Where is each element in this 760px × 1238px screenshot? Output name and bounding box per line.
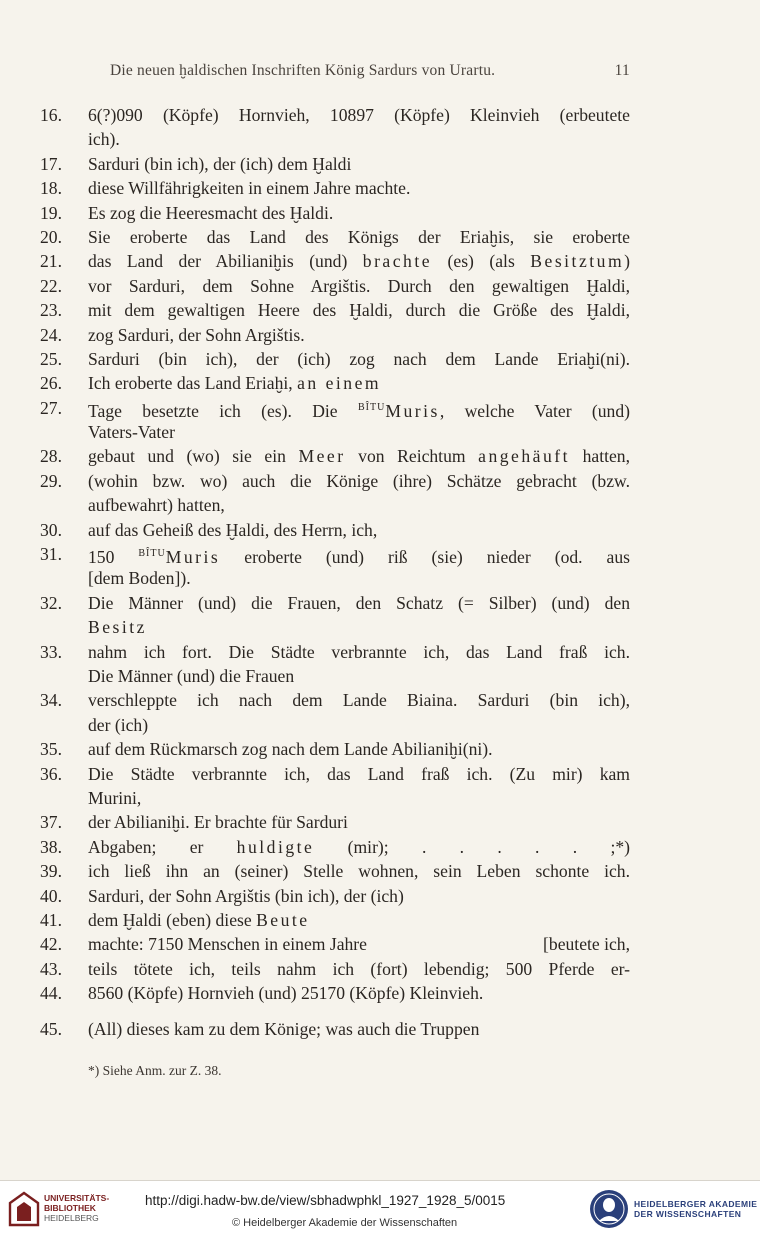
line-text: auf dem Rückmarsch zog nach dem Lande Abilianiḫi(ni). xyxy=(88,739,493,760)
permalink-url[interactable]: http://digi.hadw-bw.de/view/sbhadwphkl_1927_1928_5/0015 xyxy=(145,1193,506,1208)
text-line xyxy=(40,542,630,566)
line-text xyxy=(88,103,630,127)
text-line xyxy=(40,762,630,786)
line-number: 41. xyxy=(40,909,62,930)
line-text: zog Sarduri, der Sohn Argištis. xyxy=(88,324,305,345)
line-number: 22. xyxy=(40,275,62,296)
text-line xyxy=(40,884,630,908)
line-number: 42. xyxy=(40,934,62,955)
copyright-text: © Heidelberger Akademie der Wissenschaften xyxy=(232,1217,458,1229)
line-text-a: 150 xyxy=(88,546,139,567)
line-number: 29. xyxy=(40,470,62,491)
line-text-c: ) xyxy=(624,251,630,272)
line-text-sp2: Besitztum xyxy=(530,251,625,272)
line-text-sp: Beute xyxy=(256,909,310,930)
line-text: diese Willfährigkeiten in einem Jahre machte. xyxy=(88,178,411,199)
line-number: 16. xyxy=(40,105,62,125)
line-text xyxy=(88,201,630,225)
line-text: Sarduri (bin ich), der (ich) dem Ḫaldi xyxy=(88,153,352,174)
line-text-b: von Reichtum xyxy=(345,446,479,467)
line-text-a: dem Ḫaldi (eben) diese xyxy=(88,909,257,930)
header-title: Die neuen ḫaldischen Inschriften König Sardurs von Urartu. xyxy=(110,62,496,79)
text-line xyxy=(40,323,630,347)
line-text xyxy=(88,347,630,371)
line-text-right: [beutete ich, xyxy=(543,934,630,955)
line-number: 28. xyxy=(40,446,62,467)
page-number: 11 xyxy=(614,62,630,79)
line-text xyxy=(88,225,630,249)
line-text-a: Abgaben; er xyxy=(88,836,237,857)
line-number: 25. xyxy=(40,348,62,369)
academy-seal-icon[interactable] xyxy=(588,1187,630,1231)
line-text: [dem Boden]). xyxy=(88,568,191,589)
line-text: 6(?)090 (Köpfe) Hornvieh, 10897 (Köpfe) Kleinvieh (erbeutete xyxy=(88,105,630,125)
line-number: 17. xyxy=(40,153,62,174)
line-number: 24. xyxy=(40,324,62,345)
text-line xyxy=(40,688,630,712)
line-text-a: Tage besetzte ich (es). Die xyxy=(88,400,358,421)
line-text xyxy=(88,444,630,468)
line-number: 40. xyxy=(40,885,62,906)
text-line xyxy=(40,932,630,956)
line-number: 37. xyxy=(40,812,62,833)
academy-line-1: HEIDELBERGER AKADEMIE xyxy=(634,1199,758,1209)
academy-line-2: DER WISSENSCHAFTEN xyxy=(634,1209,742,1219)
text-line xyxy=(40,713,630,737)
text-line xyxy=(40,249,630,273)
footnote: *) Siehe Anm. zur Z. 38. xyxy=(88,1063,222,1078)
line-number: 26. xyxy=(40,373,62,394)
academy-name xyxy=(634,1199,757,1219)
line-number: 20. xyxy=(40,226,62,247)
line-number: 19. xyxy=(40,202,62,223)
line-text xyxy=(88,420,630,444)
text-line xyxy=(40,566,630,590)
line-text: verschleppte ich nach dem Lande Biaina. Sarduri (bin ich), xyxy=(88,690,630,711)
line-number: 35. xyxy=(40,739,62,760)
line-text xyxy=(88,615,630,639)
text-line xyxy=(40,493,630,517)
line-text: Die Männer (und) die Frauen, den Schatz (= Silber) (und) den xyxy=(88,592,630,613)
line-text xyxy=(88,249,630,273)
line-text xyxy=(88,688,630,712)
line-number: 43. xyxy=(40,958,62,979)
line-text: nahm ich fort. Die Städte verbrannte ich, das Land fraß ich. xyxy=(88,641,630,662)
line-text xyxy=(88,810,630,834)
line-text: (wohin bzw. wo) auch die Könige (ihre) Schätze gebracht (bzw. xyxy=(88,470,630,491)
line-text: Sarduri, der Sohn Argištis (bin ich), der (ich) xyxy=(88,885,404,906)
line-text: der Abilianiḫi. Er brachte für Sarduri xyxy=(88,812,348,833)
line-text-sp: brachte xyxy=(362,251,433,272)
line-text-sp: an einem xyxy=(297,373,382,394)
text-line xyxy=(40,981,630,1005)
text-line xyxy=(40,396,630,420)
line-text-a: das Land der Abilianiḫis (und) xyxy=(88,251,363,272)
line-text xyxy=(88,762,630,786)
text-line xyxy=(40,347,630,371)
line-text xyxy=(88,981,630,1005)
line-text xyxy=(88,835,630,859)
text-line xyxy=(40,591,630,615)
line-number: 18. xyxy=(40,178,62,199)
text-line xyxy=(40,298,630,322)
line-number: 36. xyxy=(40,763,62,784)
line-text: aufbewahrt) hatten, xyxy=(88,495,225,516)
line-text-a: Ich eroberte das Land Eriaḫi, xyxy=(88,373,298,394)
viewer-footer xyxy=(0,1180,760,1238)
line-number: 21. xyxy=(40,251,62,272)
line-text: 8560 (Köpfe) Hornvieh (und) 25170 (Köpfe) Kleinvieh. xyxy=(88,983,484,1004)
line-text xyxy=(88,591,630,615)
line-text-b: , welche Vater (und) xyxy=(439,400,631,421)
line-text xyxy=(88,737,630,761)
text-line xyxy=(40,640,630,664)
text-line xyxy=(40,152,630,176)
line-text xyxy=(88,859,630,883)
line-number: 27. xyxy=(40,397,62,418)
line-text-a: machte: 7150 Menschen in einem Jahre xyxy=(88,934,367,955)
line-number: 33. xyxy=(40,641,62,662)
line-sup: BÎTU xyxy=(357,401,386,413)
line-text xyxy=(88,371,630,395)
line-text-sp: Besitz xyxy=(88,617,147,638)
text-line xyxy=(40,786,630,810)
text-line xyxy=(40,176,630,200)
ub-line-1: UNIVERSITÄTS- xyxy=(44,1193,110,1203)
text-line xyxy=(40,810,630,834)
text-line xyxy=(40,664,630,688)
running-header xyxy=(110,62,630,80)
line-text: der (ich) xyxy=(88,714,149,735)
line-number: 38. xyxy=(40,836,62,857)
line-text: ich). xyxy=(88,129,120,150)
line-text: mit dem gewaltigen Heere des Ḫaldi, durch die Größe des Ḫaldi, xyxy=(88,300,630,321)
text-line xyxy=(40,737,630,761)
line-text xyxy=(88,908,630,932)
university-library-logo-icon[interactable] xyxy=(8,1191,40,1227)
line-text: Die Männer (und) die Frauen xyxy=(88,665,295,686)
line-text xyxy=(88,664,630,688)
line-text xyxy=(88,1017,630,1041)
line-text xyxy=(88,469,630,493)
line-text xyxy=(88,493,630,517)
line-text: Murini, xyxy=(88,787,142,808)
line-text: auf das Geheiß des Ḫaldi, des Herrn, ich, xyxy=(88,519,378,540)
line-text: ich ließ ihn an (seiner) Stelle wohnen, sein Leben schonte ich. xyxy=(88,861,630,882)
line-text: (All) dieses kam zu dem Könige; was auch die Truppen xyxy=(88,1019,480,1040)
line-number: 34. xyxy=(40,690,62,711)
line-text xyxy=(88,176,630,200)
university-library-name xyxy=(44,1193,109,1223)
line-text-c: hatten, xyxy=(570,446,630,467)
line-text xyxy=(88,396,630,423)
text-line xyxy=(40,127,630,151)
text-line xyxy=(40,1017,630,1041)
text-line xyxy=(40,420,630,444)
text-line xyxy=(40,103,630,127)
text-line xyxy=(40,371,630,395)
line-text-sp: Meer xyxy=(298,446,346,467)
line-text: vor Sarduri, dem Sohne Argištis. Durch den gewaltigen Ḫaldi, xyxy=(88,275,630,296)
text-line xyxy=(40,615,630,639)
line-text-sp: Muris xyxy=(385,400,440,421)
line-text xyxy=(88,542,630,569)
line-text xyxy=(88,640,630,664)
text-line xyxy=(40,225,630,249)
line-text xyxy=(88,884,630,908)
line-text-sp: huldigte xyxy=(236,836,315,857)
line-text-a: gebaut und (wo) sie ein xyxy=(88,446,299,467)
line-number: 30. xyxy=(40,519,62,540)
line-number: 45. xyxy=(40,1019,62,1040)
text-line xyxy=(40,469,630,493)
line-number: 31. xyxy=(40,544,62,565)
line-text-sp: Muris xyxy=(165,546,221,567)
line-number: 44. xyxy=(40,983,62,1004)
text-line xyxy=(40,444,630,468)
line-text xyxy=(88,566,630,590)
ub-line-3: HEIDELBERG xyxy=(44,1213,99,1223)
line-text xyxy=(88,274,630,298)
text-line xyxy=(40,274,630,298)
text-line xyxy=(40,859,630,883)
line-text xyxy=(88,152,630,176)
text-line xyxy=(40,957,630,981)
line-text-b: (es) (als xyxy=(432,251,531,272)
text-line xyxy=(40,835,630,859)
inscription-lines xyxy=(40,103,630,1042)
line-text xyxy=(88,127,630,151)
line-number: 23. xyxy=(40,300,62,321)
text-line xyxy=(40,908,630,932)
line-text-sp2: angehäuft xyxy=(478,446,571,467)
line-text: Die Städte verbrannte ich, das Land fraß ich. (Zu mir) kam xyxy=(88,763,630,784)
line-number: 39. xyxy=(40,861,62,882)
line-text xyxy=(88,957,630,981)
line-sup: BÎTU xyxy=(138,548,166,560)
line-text xyxy=(88,298,630,322)
line-text: Vaters-Vater xyxy=(88,422,175,443)
text-line xyxy=(40,201,630,225)
line-text: teils tötete ich, teils nahm ich (fort) lebendig; 500 Pferde er- xyxy=(88,958,630,979)
line-text xyxy=(88,323,630,347)
line-text-b: eroberte (und) riß (sie) nieder (od. aus xyxy=(220,546,631,567)
ub-line-2: BIBLIOTHEK xyxy=(44,1203,96,1213)
line-text: Es zog die Heeresmacht des Ḫaldi. xyxy=(88,202,334,223)
line-text-b: (mir); . . . . . ;*) xyxy=(314,836,630,857)
line-text: Sarduri (bin ich), der (ich) zog nach dem Lande Eriaḫi(ni). xyxy=(88,348,630,369)
line-text: Sie eroberte das Land des Königs der Eriaḫis, sie eroberte xyxy=(88,226,630,247)
line-text xyxy=(88,518,630,542)
line-text xyxy=(88,786,630,810)
line-text xyxy=(88,932,630,956)
line-number: 32. xyxy=(40,592,62,613)
text-line xyxy=(40,518,630,542)
line-text xyxy=(88,713,630,737)
